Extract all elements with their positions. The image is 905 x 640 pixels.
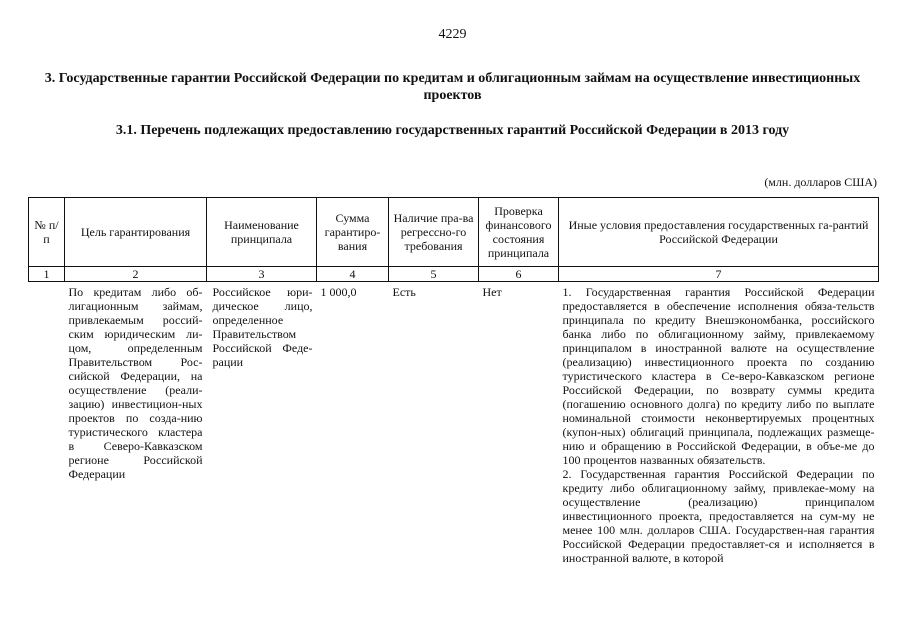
header-index: № п/п [29,198,65,267]
column-number: 3 [207,267,317,282]
subsection-title: 3.1. Перечень подлежащих предоставлению государственных гарантий Российской Федерации в 2013 году [115,123,790,138]
condition-paragraph: 2. Государственная гарантия Российской Федерации по кредиту либо облигационному займу, привлекае-мому на осуществление (реализацию) принципалом инвестиционного проекта, предоставляется на сум-му не менее 100 млн. долларов США. Государствен-ная гарантия Российской Федерации предоставляет-ся и исполняется в иностранной валюте, в которой [562,467,875,565]
column-number: 7 [559,267,879,282]
row-purpose: По кредитам либо об-лигационным займам, привлекаемым россий-ским юридическим ли-цом, определенным Правительством Рос-сийской Федерации, на осуществление (реали-зацию) инвестицион-ных проектов по созда-нию туристического кластера в Северо-Кавказском регионе Российской Федерации [68,285,203,481]
header-conditions: Иные условия предоставления государственных га-рантий Российской Федерации [559,198,879,267]
header-principal: Наименование принципала [207,198,317,267]
column-number-row [29,267,879,282]
row-conditions [559,282,879,566]
table-row [29,282,879,566]
column-number: 2 [65,267,207,282]
row-financial-check: Нет [482,285,502,299]
section-title: 3. Государственные гарантии Российской Федерации по кредитам и облигационным займам на осуществление инвестиционных проектов [44,71,861,103]
units-note: (млн. долларов США) [764,175,877,189]
row-amount: 1 000,0 [320,285,357,299]
header-financial-check: Проверка финансового состояния принципала [479,198,559,267]
page-number: 4229 [438,27,467,42]
row-recourse: Есть [392,285,416,299]
column-number: 4 [317,267,389,282]
column-number: 6 [479,267,559,282]
row-index [29,282,65,566]
header-recourse: Наличие пра-ва регрессно-го требования [389,198,479,267]
table-header-row [29,198,879,267]
column-number: 5 [389,267,479,282]
header-amount: Сумма гарантиро-вания [317,198,389,267]
row-principal: Российское юри-дическое лицо, определенное Правительством Российской Феде-рации [212,285,313,369]
guarantees-table [28,197,879,565]
header-purpose: Цель гарантирования [65,198,207,267]
condition-paragraph: 1. Государственная гарантия Российской Федерации предоставляется в обеспечение исполнения обяза-тельств принципала по кредиту Внешэкономбанка, российского банка либо по облигационному займу, привлекаемому принципалом в иностранной валюте на осуществление (реализацию) инвестиционного проекта по созданию туристического кластера в Се-веро-Кавказском регионе Российской Федерации, по возврату суммы кредита (погашению основного долга) по кредиту либо по выплате номинальной стоимости неконвертируемых процентных (купон-ных) облигаций принципала, подлежащих размеще-нию и обращению в Российской Федерации, в объе-ме до 100 процентов названных обязательств. [562,285,875,467]
column-number: 1 [29,267,65,282]
